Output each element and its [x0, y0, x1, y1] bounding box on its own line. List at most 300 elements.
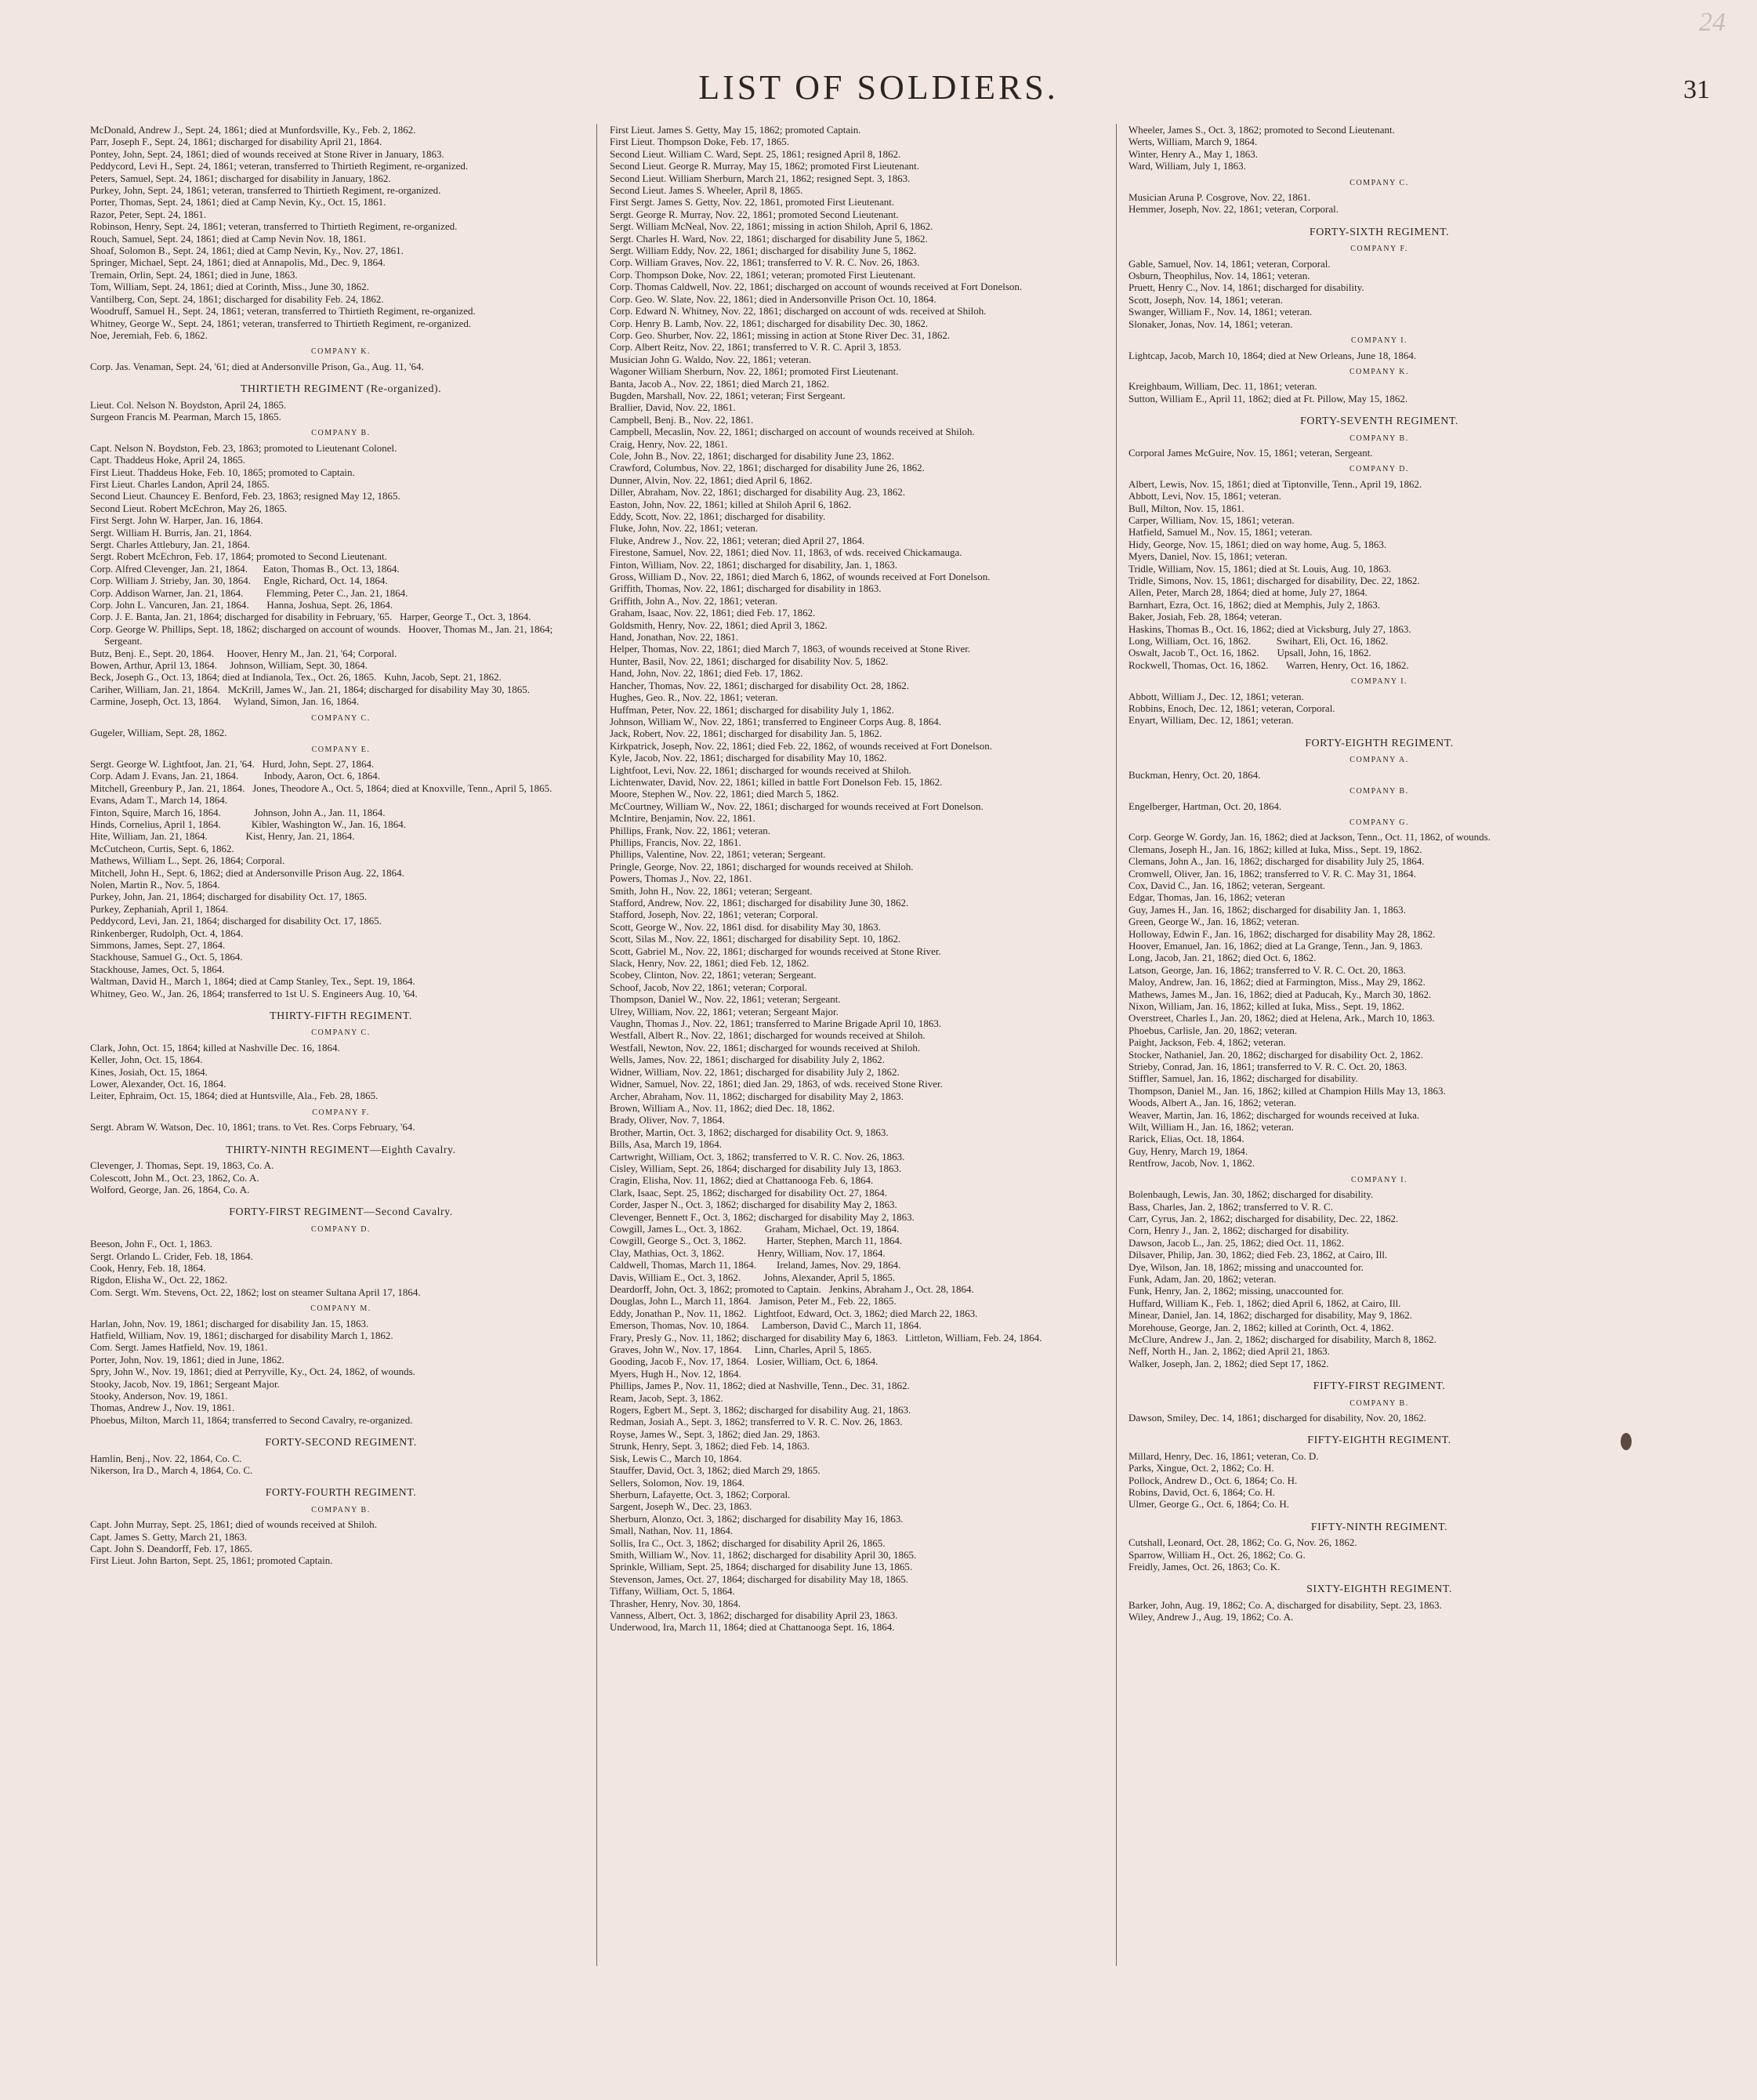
soldier-entry: Frary, Presly G., Nov. 11, 1862; discharged for disability May 6, 1863. Littleton, William, Feb. 24, 1864. [610, 1331, 1042, 1344]
soldier-entry: Rouch, Samuel, Sept. 24, 1861; died at Camp Nevin Nov. 18, 1861. [90, 232, 367, 245]
soldier-entry: Pontey, John, Sept. 24, 1861; died of wounds received at Stone River in January, 1863. [90, 147, 444, 160]
company-heading: COMPANY B. [311, 1505, 371, 1514]
column-left [90, 124, 592, 1567]
soldier-entry: Phoebus, Carlisle, Jan. 20, 1862; veteran. [1128, 1024, 1298, 1036]
soldier-entry: Dilsaver, Philip, Jan. 30, 1862; died Feb. 23, 1862, at Cairo, Ill. [1128, 1249, 1388, 1261]
soldier-entry: Maloy, Andrew, Jan. 16, 1862; died at Farmington, Miss., May 29, 1862. [1128, 976, 1426, 988]
soldier-entry: Millard, Henry, Dec. 16, 1861; veteran, Co. D. [1128, 1449, 1319, 1462]
soldier-entry: Second Lieut. William Sherburn, March 21, 1862; resigned Sept. 3, 1863. [610, 172, 911, 184]
soldier-entry: Clark, John, Oct. 15, 1864; killed at Nashville Dec. 16, 1864. [90, 1041, 340, 1054]
soldier-entry: Stocker, Nathaniel, Jan. 20, 1862; discharged for disability Oct. 2, 1862. [1128, 1048, 1423, 1061]
soldier-entry: Robinson, Henry, Sept. 24, 1861; veteran, transferred to Thirtieth Regiment, re-organized. [90, 220, 458, 233]
company-heading: COMPANY M. [310, 1304, 371, 1314]
soldier-entry: Parr, Joseph F., Sept. 24, 1861; discharged for disability April 21, 1864. [90, 136, 382, 148]
soldier-entry: Thomas, Andrew J., Nov. 19, 1861. [90, 1402, 235, 1414]
company-heading: COMPANY I. [1350, 336, 1408, 346]
soldier-entry: Spry, John W., Nov. 19, 1861; died at Perryville, Ky., Oct. 24, 1862, of wounds. [90, 1366, 415, 1378]
soldier-entry: Guy, Henry, March 19, 1864. [1128, 1144, 1248, 1157]
soldier-entry: Rigdon, Elisha W., Oct. 22, 1862. [90, 1274, 228, 1286]
regiment-heading: FORTY-EIGHTH REGIMENT. [1305, 737, 1454, 749]
soldier-entry: Funk, Adam, Jan. 20, 1862; veteran. [1128, 1272, 1277, 1285]
soldier-entry: Royse, James W., Sept. 3, 1862; died Jan. 29, 1863. [610, 1427, 821, 1440]
soldier-entry: Stiffler, Samuel, Jan. 16, 1862; discharged for disability. [1128, 1072, 1358, 1085]
company-heading: COMPANY D. [1349, 465, 1409, 474]
soldier-entry: Hand, Jonathan, Nov. 22, 1861. [610, 631, 739, 644]
soldier-entry: Edgar, Thomas, Jan. 16, 1862; veteran [1128, 891, 1285, 904]
soldier-entry: Beck, Joseph G., Oct. 13, 1864; died at Indianola, Tex., Oct. 26, 1865. Kuhn, Jacob, Sept. 21, 1862. [90, 671, 502, 684]
soldier-entry: McClure, Andrew J., Jan. 2, 1862; discharged for disability, March 8, 1862. [1128, 1333, 1436, 1345]
regiment-heading: SIXTY-EIGHTH REGIMENT. [1306, 1583, 1452, 1596]
soldier-entry: Myers, Hugh H., Nov. 12, 1864. [610, 1367, 741, 1380]
soldier-entry: Johnson, William W., Nov. 22, 1861; transferred to Engineer Corps Aug. 8, 1864. [610, 715, 942, 727]
soldier-entry: Huffman, Peter, Nov. 22, 1861; discharged for disability July 1, 1862. [610, 703, 894, 716]
soldier-entry: Sergt. Robert McEchron, Feb. 17, 1864; promoted to Second Lieutenant. [90, 550, 387, 563]
soldier-entry: Widner, William, Nov. 22, 1861; discharged for disability July 2, 1862. [610, 1065, 900, 1078]
soldier-entry: Musician John G. Waldo, Nov. 22, 1861; veteran. [610, 353, 812, 365]
regiment-heading: THIRTIETH REGIMENT (Re-organized). [240, 383, 442, 396]
company-heading: COMPANY C. [311, 713, 371, 723]
soldier-entry: Wheeler, James S., Oct. 3, 1862; promoted to Second Lieutenant. [1128, 124, 1395, 136]
soldier-entry: Nolen, Martin R., Nov. 5, 1864. [90, 878, 220, 890]
soldier-entry: Thompson, Daniel W., Nov. 22, 1861; veteran; Sergeant. [610, 993, 841, 1006]
soldier-entry: Haskins, Thomas B., Oct. 16, 1862; died at Vicksburg, July 27, 1863. [1128, 622, 1411, 635]
soldier-entry: Sergt. William Eddy, Nov. 22, 1861; discharged for disability June 5, 1862. [610, 245, 917, 257]
soldier-entry: Sellers, Solomon, Nov. 19, 1864. [610, 1476, 745, 1489]
soldier-entry: Lightfoot, Levi, Nov. 22, 1861; discharged for wounds received at Shiloh. [610, 763, 911, 776]
soldier-entry: Hite, William, Jan. 21, 1864. Kist, Henry, Jan. 21, 1864. [90, 830, 355, 843]
soldier-entry: Bugden, Marshall, Nov. 22, 1861; veteran; First Sergeant. [610, 389, 846, 401]
soldier-entry: Cariher, William, Jan. 21, 1864. McKrill, James W., Jan. 21, 1864; discharged for disability May 30, 1865. [90, 683, 531, 695]
soldier-entry: Cutshall, Leonard, Oct. 28, 1862; Co. G, Nov. 26, 1862. [1128, 1536, 1357, 1549]
soldier-entry: Sergt. George W. Lightfoot, Jan. 21, '64. Hurd, John, Sept. 27, 1864. [90, 757, 375, 770]
soldier-entry: Springer, Michael, Sept. 24, 1861; died at Annapolis, Md., Dec. 9, 1864. [90, 256, 386, 269]
soldier-entry: Wiley, Andrew J., Aug. 19, 1862; Co. A. [1128, 1611, 1294, 1623]
soldier-entry: Hoover, Emanuel, Jan. 16, 1862; died at La Grange, Tenn., Jan. 9, 1863. [1128, 939, 1423, 952]
soldier-entry: Bowen, Arthur, April 13, 1864. Johnson, William, Sept. 30, 1864. [90, 659, 368, 672]
soldier-entry: Carper, William, Nov. 15, 1861; veteran. [1128, 513, 1295, 526]
soldier-entry: Clay, Mathias, Oct. 3, 1862. Henry, William, Nov. 17, 1864. [610, 1246, 886, 1259]
soldier-entry: Bull, Milton, Nov. 15, 1861. [1128, 502, 1244, 514]
soldier-entry: Peddycord, Levi H., Sept. 24, 1861; veteran, transferred to Thirtieth Regiment, re-organized. [90, 160, 469, 172]
soldier-entry: McDonald, Andrew J., Sept. 24, 1861; died at Munfordsville, Ky., Feb. 2, 1862. [90, 124, 416, 136]
soldier-entry: Corp. Edward N. Whitney, Nov. 22, 1861; discharged on account of wds. received at Shiloh. [610, 305, 987, 317]
soldier-entry: Hamlin, Benj., Nov. 22, 1864, Co. C. [90, 1452, 242, 1464]
soldier-entry: Brady, Oliver, Nov. 7, 1864. [610, 1114, 725, 1126]
soldier-entry: Moore, Stephen W., Nov. 22, 1861; died March 5, 1862. [610, 788, 839, 800]
soldier-entry: Myers, Daniel, Nov. 15, 1861; veteran. [1128, 550, 1288, 563]
soldier-entry: Schoof, Jacob, Nov 22, 1861; veteran; Corporal. [610, 981, 808, 993]
soldier-entry: Sollis, Ira C., Oct. 3, 1862; discharged for disability April 26, 1865. [610, 1536, 886, 1549]
company-heading: COMPANY E. [311, 745, 371, 754]
soldier-entry: Stooky, Anderson, Nov. 19, 1861. [90, 1390, 228, 1402]
soldier-entry: Slonaker, Jonas, Nov. 14, 1861; veteran. [1128, 317, 1293, 330]
soldier-entry: Second Lieut. James S. Wheeler, April 8, 1865. [610, 184, 803, 197]
column-right [1128, 124, 1630, 1623]
soldier-entry: Woods, Albert A., Jan. 16, 1862; veteran. [1128, 1097, 1297, 1109]
soldier-entry: First Lieut. James S. Getty, May 15, 1862; promoted Captain. [610, 124, 861, 136]
soldier-entry: Pollock, Andrew D., Oct. 6, 1864; Co. H. [1128, 1474, 1298, 1486]
soldier-entry: Douglas, John L., March 11, 1864. Jamison, Peter M., Feb. 22, 1865. [610, 1295, 897, 1308]
soldier-entry: Sergt. William McNeal, Nov. 22, 1861; missing in action Shiloh, April 6, 1862. [610, 220, 933, 233]
soldier-entry: Clevenger, J. Thomas, Sept. 19, 1863, Co. A. [90, 1159, 274, 1172]
soldier-entry: Corp. George W. Phillips, Sept. 18, 1862; discharged on account of wounds. Hoover, Thomas M., Jan. 21, 1864; Sergeant. [90, 622, 556, 647]
soldier-entry: Corp. Henry B. Lamb, Nov. 22, 1861; discharged for disability Dec. 30, 1862. [610, 317, 929, 329]
soldier-entry: Ream, Jacob, Sept. 3, 1862. [610, 1391, 723, 1404]
company-heading: COMPANY B. [1349, 433, 1409, 443]
soldier-entry: Evans, Adam T., March 14, 1864. [90, 794, 227, 807]
soldier-entry: Sergt. Charles Attlebury, Jan. 21, 1864. [90, 539, 251, 550]
soldier-entry: First Lieut. Thaddeus Hoke, Feb. 10, 1865; promoted to Captain. [90, 466, 355, 478]
soldier-entry: Cowgill, James L., Oct. 3, 1862. Graham, Michael, Oct. 19, 1864. [610, 1222, 900, 1235]
soldier-entry: Surgeon Francis M. Pearman, March 15, 1865. [90, 410, 281, 423]
soldier-entry: Firestone, Samuel, Nov. 22, 1861; died Nov. 11, 1863, of wds. received Chickamauga. [610, 546, 962, 559]
soldier-entry: Buckman, Henry, Oct. 20, 1864. [1128, 768, 1261, 781]
soldier-entry: Sparrow, William H., Oct. 26, 1862; Co. G. [1128, 1548, 1306, 1561]
soldier-entry: Paight, Jackson, Feb. 4, 1862; veteran. [1128, 1036, 1286, 1049]
soldier-entry: Mathews, William L., Sept. 26, 1864; Corporal. [90, 854, 285, 867]
soldier-entry: Sherburn, Lafayette, Oct. 3, 1862; Corporal. [610, 1488, 791, 1500]
soldier-entry: Scott, Silas M., Nov. 22, 1861; discharged for disability Sept. 10, 1862. [610, 933, 901, 945]
soldier-entry: Hand, John, Nov. 22, 1861; died Feb. 17, 1862. [610, 667, 803, 680]
soldier-entry: Stauffer, David, Oct. 3, 1862; died March 29, 1865. [610, 1464, 821, 1477]
regiment-heading: THIRTY-FIFTH REGIMENT. [270, 1010, 412, 1023]
soldier-entry: Stackhouse, Samuel G., Oct. 5, 1864. [90, 951, 243, 963]
soldier-entry: Caldwell, Thomas, March 11, 1864. Ireland, James, Nov. 29, 1864. [610, 1259, 901, 1271]
soldier-entry: Ward, William, July 1, 1863. [1128, 160, 1246, 172]
soldier-entry: Clemans, John A., Jan. 16, 1862; discharged for disability July 25, 1864. [1128, 855, 1425, 868]
soldier-entry: Cromwell, Oliver, Jan. 16, 1862; transferred to V. R. C. May 31, 1864. [1128, 867, 1416, 880]
soldier-entry: Griffith, Thomas, Nov. 22, 1861; discharged for disability in 1863. [610, 582, 882, 595]
regiment-heading: FORTY-SEVENTH REGIMENT. [1300, 415, 1458, 428]
soldier-entry: Corp. John L. Vancuren, Jan. 21, 1864. Hanna, Joshua, Sept. 26, 1864. [90, 599, 393, 611]
soldier-entry: Werts, William, March 9, 1864. [1128, 136, 1258, 148]
soldier-entry: Underwood, Ira, March 11, 1864; died at Chattanooga Sept. 16, 1864. [610, 1621, 895, 1634]
corner-mark: 24 [1699, 8, 1726, 37]
soldier-entry: Sherburn, Alonzo, Oct. 3, 1862; discharged for disability May 16, 1863. [610, 1512, 904, 1525]
soldier-entry: Finton, Squire, March 16, 1864. Johnson, John A., Jan. 11, 1864. [90, 806, 386, 818]
soldier-entry: Fluke, John, Nov. 22, 1861; veteran. [610, 522, 759, 535]
soldier-entry: Tremain, Orlin, Sept. 24, 1861; died in June, 1863. [90, 268, 298, 281]
soldier-entry: Enyart, William, Dec. 12, 1861; veteran. [1128, 714, 1294, 727]
soldier-entry: Bills, Asa, March 19, 1864. [610, 1138, 722, 1151]
soldier-entry: Corp. Adam J. Evans, Jan. 21, 1864. Inbody, Aaron, Oct. 6, 1864. [90, 770, 380, 782]
soldier-entry: Rinkenberger, Rudolph, Oct. 4, 1864. [90, 927, 244, 939]
soldier-entry: Funk, Henry, Jan. 2, 1862; missing, unaccounted for. [1128, 1285, 1344, 1297]
soldier-entry: Lichtenwater, David, Nov. 22, 1861; killed in battle Fort Donelson Feb. 15, 1862. [610, 775, 943, 788]
soldier-entry: Easton, John, Nov. 22, 1861; killed at Shiloh April 6, 1862. [610, 498, 852, 510]
soldier-entry: Finton, William, Nov. 22, 1861; discharged for disability, Jan. 1, 1863. [610, 558, 898, 571]
soldier-entry: Purkey, John, Sept. 24, 1861; veteran, transferred to Thirtieth Regiment, re-organized. [90, 184, 441, 197]
soldier-entry: Corporal James McGuire, Nov. 15, 1861; veteran, Sergeant. [1128, 446, 1373, 459]
ink-blot [1621, 1433, 1632, 1450]
soldier-entry: First Sergt. James S. Getty, Nov. 22, 1861, promoted First Lieutenant. [610, 196, 895, 209]
soldier-entry: Westfall, Newton, Nov. 22, 1861; discharged for wounds received at Shiloh. [610, 1041, 921, 1054]
soldier-entry: Pringle, George, Nov. 22, 1861; discharged for wounds received at Shiloh. [610, 860, 914, 872]
soldier-entry: Mathews, James M., Jan. 16, 1862; died at Paducah, Ky., March 30, 1862. [1128, 988, 1432, 1000]
soldier-entry: Carr, Cyrus, Jan. 2, 1862; discharged for disability, Dec. 22, 1862. [1128, 1212, 1399, 1224]
company-heading: COMPANY B. [1349, 1398, 1409, 1408]
soldier-entry: Sergt. Orlando L. Crider, Feb. 18, 1864. [90, 1249, 253, 1262]
soldier-entry: Archer, Abraham, Nov. 11, 1862; discharged for disability May 2, 1863. [610, 1090, 904, 1102]
soldier-entry: Brown, William A., Nov. 11, 1862; died Dec. 18, 1862. [610, 1101, 835, 1114]
soldier-entry: Morehouse, George, Jan. 2, 1862; killed at Corinth, Oct. 4, 1862. [1128, 1321, 1394, 1333]
soldier-entry: Hughes, Geo. R., Nov. 22, 1861; veteran. [610, 691, 778, 704]
company-heading: COMPANY B. [1349, 787, 1409, 796]
soldier-entry: Scobey, Clinton, Nov. 22, 1861; veteran; Sergeant. [610, 969, 817, 981]
soldier-entry: Scott, Gabriel M., Nov. 22, 1861; discharged for wounds received at Stone River. [610, 945, 941, 957]
soldier-entry: Wells, James, Nov. 22, 1861; discharged for disability July 2, 1862. [610, 1054, 885, 1066]
soldier-entry: Brother, Martin, Oct. 3, 1862; discharged for disability Oct. 9, 1863. [610, 1126, 889, 1138]
soldier-entry: Neff, North H., Jan. 2, 1862; died April 21, 1863. [1128, 1345, 1330, 1358]
soldier-entry: Purkey, John, Jan. 21, 1864; discharged for disability Oct. 17, 1865. [90, 890, 368, 903]
soldier-entry: Holloway, Edwin F., Jan. 16, 1862; discharged for disability May 28, 1862. [1128, 927, 1436, 940]
soldier-entry: Corp. Addison Warner, Jan. 21, 1864. Flemming, Peter C., Jan. 21, 1864. [90, 586, 408, 599]
soldier-entry: Tridle, William, Nov. 15, 1861; died at St. Louis, Aug. 10, 1863. [1128, 562, 1392, 575]
soldier-entry: Walker, Joseph, Jan. 2, 1862; died Sept 17, 1862. [1128, 1357, 1329, 1369]
soldier-entry: Cisley, William, Sept. 26, 1864; discharged for disability July 13, 1863. [610, 1162, 902, 1174]
soldier-entry: Vaughn, Thomas J., Nov. 22, 1861; transferred to Marine Brigade April 10, 1863. [610, 1017, 942, 1030]
soldier-entry: Winter, Henry A., May 1, 1863. [1128, 147, 1259, 160]
company-heading: COMPANY A. [1349, 756, 1409, 765]
soldier-entry: Sprinkle, William, Sept. 25, 1864; discharged for disability June 13, 1865. [610, 1561, 913, 1573]
soldier-entry: First Lieut. John Barton, Sept. 25, 1861; promoted Captain. [90, 1554, 333, 1567]
soldier-entry: Gross, William D., Nov. 22, 1861; died March 6, 1862, of wounds received at Fort Donelson. [610, 571, 991, 583]
soldier-entry: Robbins, Enoch, Dec. 12, 1861; veteran, Corporal. [1128, 702, 1335, 715]
column-middle [610, 124, 1111, 1634]
soldier-entry: Cook, Henry, Feb. 18, 1864. [90, 1261, 206, 1274]
soldier-entry: Stafford, Andrew, Nov. 22, 1861; discharged for disability June 30, 1862. [610, 897, 909, 909]
soldier-entry: Abbott, William J., Dec. 12, 1861; veteran. [1128, 690, 1304, 702]
soldier-entry: Robins, David, Oct. 6, 1864; Co. H. [1128, 1486, 1276, 1499]
soldier-entry: Cole, John B., Nov. 22, 1861; discharged for disability June 23, 1862. [610, 449, 894, 462]
soldier-entry: Woodruff, Samuel H., Sept. 24, 1861; veteran, transferred to Thirtieth Regiment, re-organized. [90, 305, 476, 317]
soldier-entry: Guy, James H., Jan. 16, 1862; discharged for disability Jan. 1, 1863. [1128, 903, 1406, 916]
soldier-entry: Weaver, Martin, Jan. 16, 1862; discharged for wounds received at Iuka. [1128, 1108, 1420, 1121]
soldier-entry: Lieut. Col. Nelson N. Boydston, April 24, 1865. [90, 398, 287, 411]
soldier-entry: Corp. George W. Gordy, Jan. 16, 1862; died at Jackson, Tenn., Oct. 11, 1862, of wounds. [1128, 831, 1491, 843]
soldier-entry: Scott, Joseph, Nov. 14, 1861; veteran. [1128, 293, 1284, 306]
soldier-entry: Second Lieut. Robert McEchron, May 26, 1865. [90, 502, 288, 514]
page-number: 31 [1683, 75, 1710, 104]
soldier-entry: Baker, Josiah, Feb. 28, 1864; veteran. [1128, 611, 1282, 623]
soldier-entry: Phillips, Francis, Nov. 22, 1861. [610, 836, 741, 848]
soldier-entry: Stooky, Jacob, Nov. 19, 1861; Sergeant Major. [90, 1377, 280, 1390]
soldier-entry: Green, George W., Jan. 16, 1862; veteran. [1128, 916, 1299, 928]
soldier-entry: Kines, Josiah, Oct. 15, 1864. [90, 1065, 208, 1078]
soldier-entry: Sargent, Joseph W., Dec. 23, 1863. [610, 1500, 752, 1513]
soldier-entry: Clark, Isaac, Sept. 25, 1862; discharged for disability Oct. 27, 1864. [610, 1186, 887, 1199]
soldier-entry: Clemans, Joseph H., Jan. 16, 1862; killed at Iuka, Miss., Sept. 19, 1862. [1128, 843, 1422, 855]
soldier-entry: Dawson, Smiley, Dec. 14, 1861; discharged for disability, Nov. 20, 1862. [1128, 1412, 1426, 1424]
soldier-entry: Smith, William W., Nov. 11, 1862; discharged for disability April 30, 1865. [610, 1548, 917, 1561]
regiment-heading: THIRTY-NINTH REGIMENT—Eighth Cavalry. [226, 1144, 456, 1156]
soldier-entry: Rockwell, Thomas, Oct. 16, 1862. Warren, Henry, Oct. 16, 1862. [1128, 658, 1409, 671]
soldier-entry: Graves, John W., Nov. 17, 1864. Linn, Charles, April 5, 1865. [610, 1344, 872, 1356]
company-heading: COMPANY I. [1350, 1175, 1408, 1184]
soldier-entry: Smith, John H., Nov. 22, 1861; veteran; Sergeant. [610, 884, 813, 897]
company-heading: COMPANY G. [1349, 818, 1409, 827]
soldier-entry: Waltman, David H., March 1, 1864; died at Camp Stanley, Tex., Sept. 19, 1864. [90, 975, 415, 988]
soldier-entry: Second Lieut. William C. Ward, Sept. 25, 1861; resigned April 8, 1862. [610, 147, 901, 160]
soldier-entry: Stafford, Joseph, Nov. 22, 1861; veteran; Corporal. [610, 909, 818, 921]
soldier-entry: Hancher, Thomas, Nov. 22, 1861; discharged for disability Oct. 28, 1862. [610, 679, 909, 691]
soldier-entry: Phillips, Valentine, Nov. 22, 1861; veteran; Sergeant. [610, 848, 826, 861]
soldier-entry: Thrasher, Henry, Nov. 30, 1864. [610, 1597, 741, 1609]
soldier-entry: First Lieut. Thompson Doke, Feb. 17, 1865. [610, 136, 790, 148]
soldier-entry: Campbell, Benj. B., Nov. 22, 1861. [610, 413, 754, 426]
soldier-entry: Small, Nathan, Nov. 11, 1864. [610, 1525, 734, 1537]
soldier-entry: Whitney, Geo. W., Jan. 26, 1864; transferred to 1st U. S. Engineers Aug. 10, '64. [90, 987, 418, 999]
soldier-entry: Wagoner William Sherburn, Nov. 22, 1861; promoted First Lieutenant. [610, 365, 899, 378]
soldier-entry: Deardorff, John, Oct. 3, 1862; promoted to Captain. Jenkins, Abraham J., Oct. 28, 1864. [610, 1283, 974, 1295]
soldier-entry: Porter, John, Nov. 19, 1861; died in June, 1862. [90, 1353, 284, 1366]
soldier-entry: Abbott, Levi, Nov. 15, 1861; veteran. [1128, 490, 1281, 502]
soldier-entry: Craig, Henry, Nov. 22, 1861. [610, 437, 728, 450]
soldier-entry: Com. Sergt. James Hatfield, Nov. 19, 1861. [90, 1341, 268, 1354]
soldier-entry: Banta, Jacob A., Nov. 22, 1861; died March 21, 1862. [610, 377, 830, 390]
regiment-heading: FIFTY-EIGHTH REGIMENT. [1307, 1434, 1451, 1447]
soldier-entry: Whitney, George W., Sept. 24, 1861; veteran, transferred to Thirtieth Regiment, re-organized. [90, 317, 472, 329]
soldier-entry: Mitchell, Greenbury P., Jan. 21, 1864. Jones, Theodore A., Oct. 5, 1864; died at Knoxville, Tenn., April 5, 1865. [90, 782, 552, 794]
soldier-entry: Corp. Geo. Shurber, Nov. 22, 1861; missing in action at Stone River Dec. 31, 1862. [610, 328, 951, 341]
soldier-entry: Slack, Henry, Nov. 22, 1861; died Feb. 12, 1862. [610, 957, 810, 970]
regiment-heading: FORTY-SECOND REGIMENT. [265, 1437, 417, 1449]
soldier-entry: Capt. Thaddeus Hoke, April 24, 1865. [90, 454, 245, 466]
soldier-entry: Shoaf, Solomon B., Sept. 24, 1861; died at Camp Nevin, Ky., Nov. 27, 1861. [90, 245, 404, 257]
soldier-entry: Hemmer, Joseph, Nov. 22, 1861; veteran, Corporal. [1128, 203, 1339, 216]
soldier-entry: Cox, David C., Jan. 16, 1862; veteran, Sergeant. [1128, 879, 1326, 891]
soldier-entry: Dawson, Jacob L., Jan. 25, 1862; died Oct. 11, 1862. [1128, 1236, 1345, 1249]
soldier-entry: Long, William, Oct. 16, 1862. Swihart, Eli, Oct. 16, 1862. [1128, 635, 1389, 647]
soldier-entry: Carmine, Joseph, Oct. 13, 1864. Wyland, Simon, Jan. 16, 1864. [90, 695, 360, 708]
soldier-entry: Engelberger, Hartman, Oct. 20, 1864. [1128, 800, 1282, 812]
soldier-entry: Tom, William, Sept. 24, 1861; died at Corinth, Miss., June 30, 1862. [90, 281, 369, 293]
regiment-heading: FIFTY-FIRST REGIMENT. [1313, 1380, 1446, 1393]
soldier-entry: Sergt. William H. Burris, Jan. 21, 1864. [90, 526, 252, 539]
soldier-entry: Gooding, Jacob F., Nov. 17, 1864. Losier, William, Oct. 6, 1864. [610, 1355, 878, 1368]
soldier-entry: Stackhouse, James, Oct. 5, 1864. [90, 963, 225, 975]
soldier-entry: Corp. J. E. Banta, Jan. 21, 1864; discharged for disability in February, '65. Harper, George T., Oct. 3, 1864. [90, 611, 531, 623]
soldier-entry: Helper, Thomas, Nov. 22, 1861; died March 7, 1863, of wounds received at Stone River. [610, 643, 971, 655]
soldier-entry: Eddy, Scott, Nov. 22, 1861; discharged for disability. [610, 510, 826, 522]
soldier-entry: Kreighbaum, William, Dec. 11, 1861; veteran. [1128, 380, 1317, 393]
soldier-entry: Strunk, Henry, Sept. 3, 1862; died Feb. 14, 1863. [610, 1440, 810, 1453]
soldier-entry: Crawford, Columbus, Nov. 22, 1861; discharged for disability June 26, 1862. [610, 462, 925, 474]
soldier-entry: Ulmer, George G., Oct. 6, 1864; Co. H. [1128, 1498, 1290, 1511]
soldier-entry: Freidly, James, Oct. 26, 1863; Co. K. [1128, 1561, 1281, 1573]
soldier-entry: Capt. John Murray, Sept. 25, 1861; died of wounds received at Shiloh. [90, 1518, 377, 1531]
company-heading: COMPANY F. [1350, 245, 1408, 254]
soldier-entry: Redman, Josiah A., Sept. 3, 1862; transferred to V. R. C. Nov. 26, 1863. [610, 1416, 903, 1428]
soldier-entry: Nixon, William, Jan. 16, 1862; killed at Iuka, Miss., Sept. 19, 1862. [1128, 1000, 1405, 1012]
soldier-entry: Emerson, Thomas, Nov. 10, 1864. Lamberson, David C., March 11, 1864. [610, 1319, 922, 1332]
soldier-entry: Barker, John, Aug. 19, 1862; Co. A, discharged for disability, Sept. 23, 1863. [1128, 1598, 1442, 1611]
soldier-entry: Allen, Peter, March 28, 1864; died at home, July 27, 1864. [1128, 586, 1368, 599]
soldier-entry: Graham, Isaac, Nov. 22, 1861; died Feb. 17, 1862. [610, 607, 816, 619]
soldier-entry: Corp. Alfred Clevenger, Jan. 21, 1864. Eaton, Thomas B., Oct. 13, 1864. [90, 562, 400, 575]
soldier-entry: McCutcheon, Curtis, Sept. 6, 1862. [90, 842, 234, 854]
soldier-entry: Hunter, Basil, Nov. 22, 1861; discharged for disability Nov. 5, 1862. [610, 655, 889, 667]
soldier-entry: Corp. Albert Reitz, Nov. 22, 1861; transferred to V. R. C. April 3, 1853. [610, 341, 902, 354]
soldier-entry: Griffith, John A., Nov. 22, 1861; veteran. [610, 594, 778, 607]
soldier-entry: Widner, Samuel, Nov. 22, 1861; died Jan. 29, 1863, of wds. received Stone River. [610, 1078, 943, 1090]
soldier-entry: Sergt. George R. Murray, Nov. 22, 1861; promoted Second Lieutenant. [610, 208, 899, 220]
soldier-entry: Corp. Thompson Doke, Nov. 22, 1861; veteran; promoted First Lieutenant. [610, 268, 916, 281]
soldier-entry: McIntire, Benjamin, Nov. 22, 1861. [610, 812, 755, 825]
soldier-entry: Gable, Samuel, Nov. 14, 1861; veteran, Corporal. [1128, 257, 1331, 270]
regiment-heading: FIFTY-NINTH REGIMENT. [1310, 1521, 1448, 1533]
soldier-entry: First Sergt. John W. Harper, Jan. 16, 1864. [90, 514, 263, 527]
soldier-entry: Eddy, Jonathan P., Nov. 11, 1862. Lightfoot, Edward, Oct. 3, 1862; died March 22, 1863. [610, 1307, 978, 1319]
soldier-entry: Colescott, John M., Oct. 23, 1862, Co. A. [90, 1171, 259, 1184]
regiment-heading: FORTY-FOURTH REGIMENT. [265, 1487, 417, 1500]
soldier-entry: Rogers, Egbert M., Sept. 3, 1862; discharged for disability Aug. 21, 1863. [610, 1404, 911, 1416]
soldier-entry: Butz, Benj. E., Sept. 20, 1864. Hoover, Henry M., Jan. 21, '64; Corporal. [90, 647, 397, 659]
company-heading: COMPANY F. [312, 1108, 370, 1117]
soldier-entry: Minear, Daniel, Jan. 14, 1862; discharged for disability, May 9, 1862. [1128, 1309, 1412, 1322]
soldier-entry: Strieby, Conrad, Jan. 16, 1861; transferred to V. R. C. Oct. 20, 1863. [1128, 1061, 1407, 1073]
soldier-entry: Vantilberg, Con, Sept. 24, 1861; discharged for disability Feb. 24, 1862. [90, 292, 384, 305]
soldier-entry: Davis, William E., Oct. 3, 1862. Johns, Alexander, April 5, 1865. [610, 1271, 896, 1283]
soldier-entry: Keller, John, Oct. 15, 1864. [90, 1054, 203, 1066]
soldier-entry: Capt. Nelson N. Boydston, Feb. 23, 1863; promoted to Lieutenant Colonel. [90, 441, 397, 454]
soldier-entry: Wolford, George, Jan. 26, 1864, Co. A. [90, 1183, 250, 1195]
soldier-entry: McCourtney, William W., Nov. 22, 1861; discharged for wounds received at Fort Donelson. [610, 800, 984, 812]
soldier-entry: Com. Sergt. Wm. Stevens, Oct. 22, 1862; lost on steamer Sultana April 17, 1864. [90, 1286, 421, 1298]
soldier-entry: Cartwright, William, Oct. 3, 1862; transferred to V. R. C. Nov. 26, 1863. [610, 1150, 905, 1162]
soldier-entry: Purkey, Zephaniah, April 1, 1864. [90, 902, 229, 915]
soldier-entry: Kirkpatrick, Joseph, Nov. 22, 1861; died Feb. 22, 1862, of wounds received at Fort Donelson. [610, 739, 993, 752]
soldier-entry: Westfall, Albert R., Nov. 22, 1861; discharged for wounds received at Shiloh. [610, 1029, 926, 1042]
soldier-entry: Musician Aruna P. Cosgrove, Nov. 22, 1861. [1128, 191, 1311, 204]
soldier-entry: Sergt. Charles H. Ward, Nov. 22, 1861; discharged for disability June 5, 1862. [610, 232, 928, 245]
soldier-entry: Corp. William J. Strieby, Jan. 30, 1864. Engle, Richard, Oct. 14, 1864. [90, 575, 388, 587]
regiment-heading: FORTY-FIRST REGIMENT—Second Cavalry. [229, 1206, 453, 1219]
soldier-entry: Kyle, Jacob, Nov. 22, 1861; discharged for disability May 10, 1862. [610, 752, 887, 764]
soldier-entry: Tridle, Simons, Nov. 15, 1861; discharged for disability, Dec. 22, 1862. [1128, 575, 1420, 586]
soldier-entry: Osburn, Theophilus, Nov. 14, 1861; veteran. [1128, 270, 1310, 282]
soldier-entry: Bass, Charles, Jan. 2, 1862; transferred to V. R. C. [1128, 1200, 1333, 1213]
soldier-entry: Corp. William Graves, Nov. 22, 1861; transferred to V. R. C. Nov. 26, 1863. [610, 256, 920, 269]
soldier-entry: Diller, Abraham, Nov. 22, 1861; discharged for disability Aug. 23, 1862. [610, 486, 906, 499]
soldier-entry: Brallier, David, Nov. 22, 1861. [610, 401, 736, 414]
soldier-entry: Phoebus, Milton, March 11, 1864; transferred to Second Cavalry, re-organized. [90, 1413, 413, 1426]
soldier-entry: Cragin, Elisha, Nov. 11, 1862; died at Chattanooga Feb. 6, 1864. [610, 1174, 874, 1187]
soldier-entry: Dunner, Alvin, Nov. 22, 1861; died April 6, 1862. [610, 473, 813, 486]
soldier-entry: Rarick, Elias, Oct. 18, 1864. [1128, 1133, 1244, 1145]
soldier-entry: Mitchell, John H., Sept. 6, 1862; died at Andersonville Prison Aug. 22, 1864. [90, 866, 404, 879]
regiment-heading: FORTY-SIXTH REGIMENT. [1309, 226, 1450, 238]
soldier-entry: Leiter, Ephraim, Oct. 15, 1864; died at Huntsville, Ala., Feb. 28, 1865. [90, 1090, 379, 1102]
soldier-entry: Corp. Thomas Caldwell, Nov. 22, 1861; discharged on account of wounds received at Fort Donelson. [610, 281, 1023, 293]
soldier-entry: Razor, Peter, Sept. 24, 1861. [90, 208, 207, 220]
soldier-entry: Lightcap, Jacob, March 10, 1864; died at New Orleans, June 18, 1864. [1128, 349, 1417, 361]
soldier-entry: Latson, George, Jan. 16, 1862; transferred to V. R. C. Oct. 20, 1863. [1128, 963, 1406, 976]
company-heading: COMPANY K. [1349, 367, 1409, 376]
soldier-entry: Albert, Lewis, Nov. 15, 1861; died at Tiptonville, Tenn., April 19, 1862. [1128, 477, 1422, 490]
soldier-entry: Noe, Jeremiah, Feb. 6, 1862. [90, 328, 208, 341]
soldier-entry: Cowgill, George S., Oct. 3, 1862. Harter, Stephen, March 11, 1864. [610, 1235, 903, 1247]
soldier-entry: Scott, George W., Nov. 22, 1861 disd. for disability May 30, 1863. [610, 920, 881, 933]
soldier-entry: Bolenbaugh, Lewis, Jan. 30, 1862; discharged for disability. [1128, 1188, 1374, 1201]
soldier-entry: Capt. James S. Getty, March 21, 1863. [90, 1530, 248, 1543]
soldier-entry: Overstreet, Charles I., Jan. 20, 1862; died at Helena, Ark., March 10, 1863. [1128, 1012, 1435, 1025]
soldier-entry: Corp. Jas. Venaman, Sept. 24, '61; died at Andersonville Prison, Ga., Aug. 11, '64. [90, 360, 424, 372]
soldier-entry: Clevenger, Bennett F., Oct. 3, 1862; discharged for disability May 2, 1863. [610, 1210, 915, 1223]
soldier-entry: Thompson, Daniel M., Jan. 16, 1862; killed at Champion Hills May 13, 1863. [1128, 1084, 1446, 1097]
column-divider [1116, 124, 1117, 1966]
soldier-entry: Hidy, George, Nov. 15, 1861; died on way home, Aug. 5, 1863. [1128, 538, 1387, 550]
